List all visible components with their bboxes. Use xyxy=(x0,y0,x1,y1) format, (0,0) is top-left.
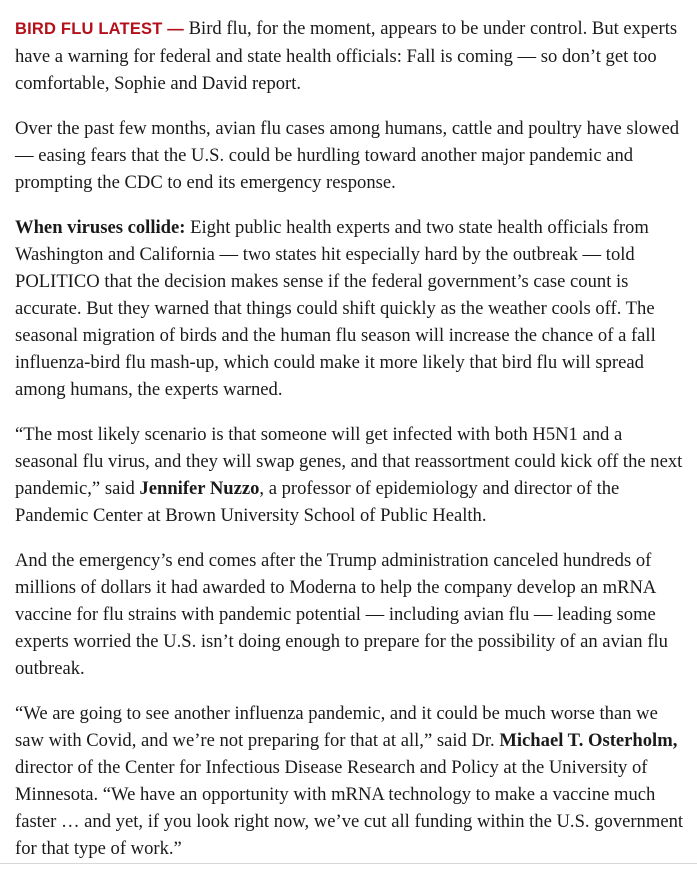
paragraph-moderna xyxy=(15,547,685,682)
paragraph-nuzzo-quote xyxy=(15,421,685,529)
osterholm-quote-text: “We are going to see another influenza pandemic, and it could be much worse than we saw with Covid, and we’re not preparing for that at all,” said Dr. xyxy=(15,703,658,751)
intro-text: Bird flu, for the moment, appears to be under control. But experts have a warning for federal and state health officials: Fall is coming — so don’t get too comfortable, Sophie and David report. xyxy=(15,18,678,94)
lead-in-label: When viruses collide: xyxy=(15,217,186,238)
paragraph-osterholm-quote xyxy=(15,700,685,862)
article-body xyxy=(15,15,685,880)
paragraph-viruses-collide xyxy=(15,214,685,403)
section-kicker: BIRD FLU LATEST — xyxy=(15,20,184,38)
expert-name-osterholm: Michael T. Osterholm, xyxy=(499,730,678,751)
nuzzo-title-text: , a professor of epidemiology and director of the Pandemic Center at Brown University School of Public Health. xyxy=(15,478,620,526)
bottom-divider xyxy=(0,863,697,864)
expert-name-nuzzo: Jennifer Nuzzo xyxy=(139,478,260,499)
moderna-text: And the emergency’s end comes after the Trump administration canceled hundreds of millions of dollars it had awarded to Moderna to help the company develop an mRNA vaccine for flu strains with pandemic potential — including avian flu — leading some experts worried the U.S. isn’t doing enough to prepare for the possibility of an avian flu outbreak. xyxy=(15,550,668,679)
nuzzo-quote-text: “The most likely scenario is that someone will get infected with both H5N1 and a seasonal flu virus, and they will swap genes, and that reassortment could kick off the next pandemic,” said xyxy=(15,424,683,499)
paragraph-intro xyxy=(15,15,685,97)
background-text: Over the past few months, avian flu cases among humans, cattle and poultry have slowed — easing fears that the U.S. could be hurdling toward another major pandemic and prompting the CDC to end its emergency response. xyxy=(15,118,680,193)
paragraph-background xyxy=(15,115,685,196)
viruses-collide-text: Eight public health experts and two state health officials from Washington and California — two states hit especially hard by the outbreak — told POLITICO that the decision makes sense if the federal government’s case count is accurate. But they warned that things could shift quickly as the weather cools off. The seasonal migration of birds and the human flu season will increase the chance of a fall influenza-bird flu mash-up, which could make it more likely that bird flu will spread among humans, the experts warned. xyxy=(15,217,656,400)
osterholm-title-text: director of the Center for Infectious Disease Research and Policy at the University of Minnesota. “We have an opportunity with mRNA technology to make a vaccine much faster … and yet, if you look right now, we’ve cut all funding within the U.S. government for that type of work.” xyxy=(15,757,684,859)
